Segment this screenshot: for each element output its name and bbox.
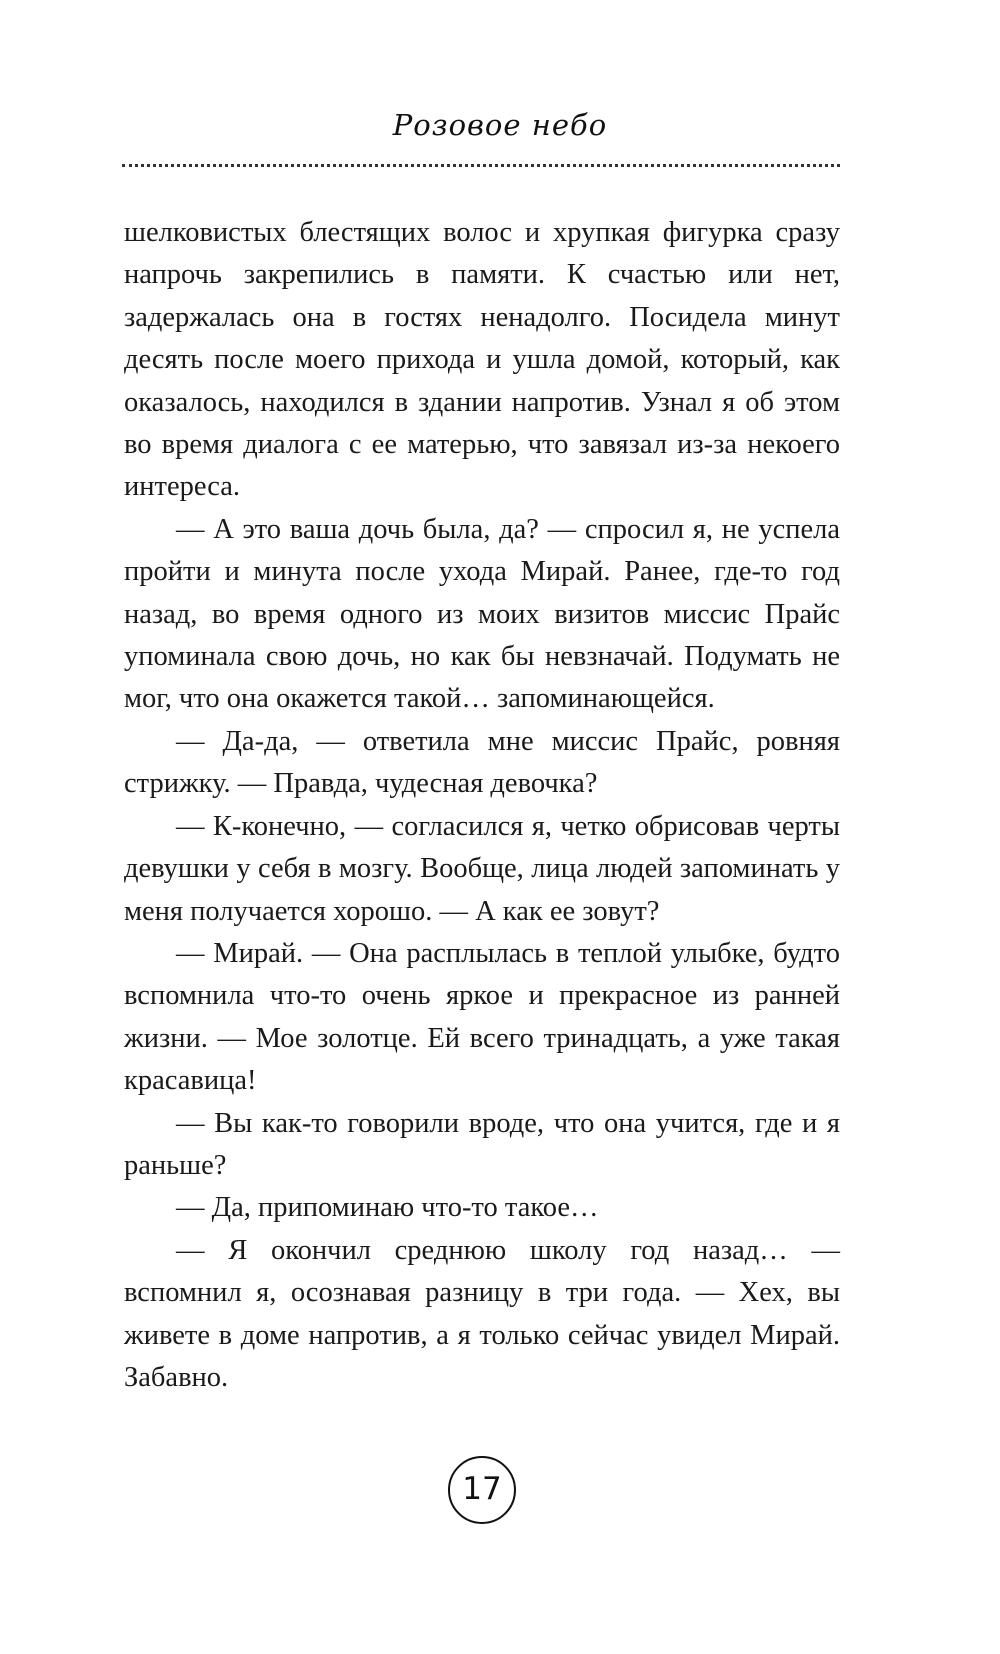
paragraph: — Да-да, — ответила мне миссис Прайс, ровняя стрижку. — Правда, чудесная девочка? bbox=[124, 725, 840, 800]
paragraph: — А это ваша дочь была, да? — спросил я, не успела пройти и минута после ухода Мирай. Ранее, где-то год назад, во время одного из моих визитов миссис Прайс упоминала свою дочь, но как бы невзначай. Подумать не мог, что она окажется такой… запоминающейся. bbox=[124, 513, 840, 715]
page-body bbox=[124, 212, 840, 1399]
running-header-title: Розовое небо bbox=[392, 108, 608, 142]
paragraph: шелковистых блестящих волос и хрупкая фигурка сразу напрочь закрепились в памяти. К счастью или нет, задержалась она в гостях ненадолго. Посидела минут десять после моего прихода и ушла домой, который, как оказалось, находился в здании напротив. Узнал я об этом во время диалога с ее матерью, что завязал из-за некоего интереса. bbox=[124, 217, 840, 503]
page-number: 17 bbox=[448, 1456, 516, 1524]
paragraph: — К-конечно, — согласился я, четко обрисовав черты девушки у себя в мозгу. Вообще, лица людей запоминать у меня получается хорошо. — А как ее зовут? bbox=[124, 810, 840, 927]
paragraph: — Да, припоминаю что-то такое… bbox=[176, 1192, 599, 1224]
paragraph: — Я окончил среднюю школу год назад… — вспомнил я, осознавая разницу в три года. — Хех, вы живете в доме напротив, а я только сейчас увидел Мирай. Забавно. bbox=[124, 1234, 840, 1393]
paragraph: — Мирай. — Она расплылась в теплой улыбке, будто вспомнила что-то очень яркое и прекрасное из ранней жизни. — Мое золотце. Ей всего тринадцать, а уже такая красавица! bbox=[124, 937, 840, 1097]
paragraph: — Вы как-то говорили вроде, что она учится, где и я раньше? bbox=[124, 1107, 840, 1181]
header-dotted-divider bbox=[122, 164, 840, 167]
